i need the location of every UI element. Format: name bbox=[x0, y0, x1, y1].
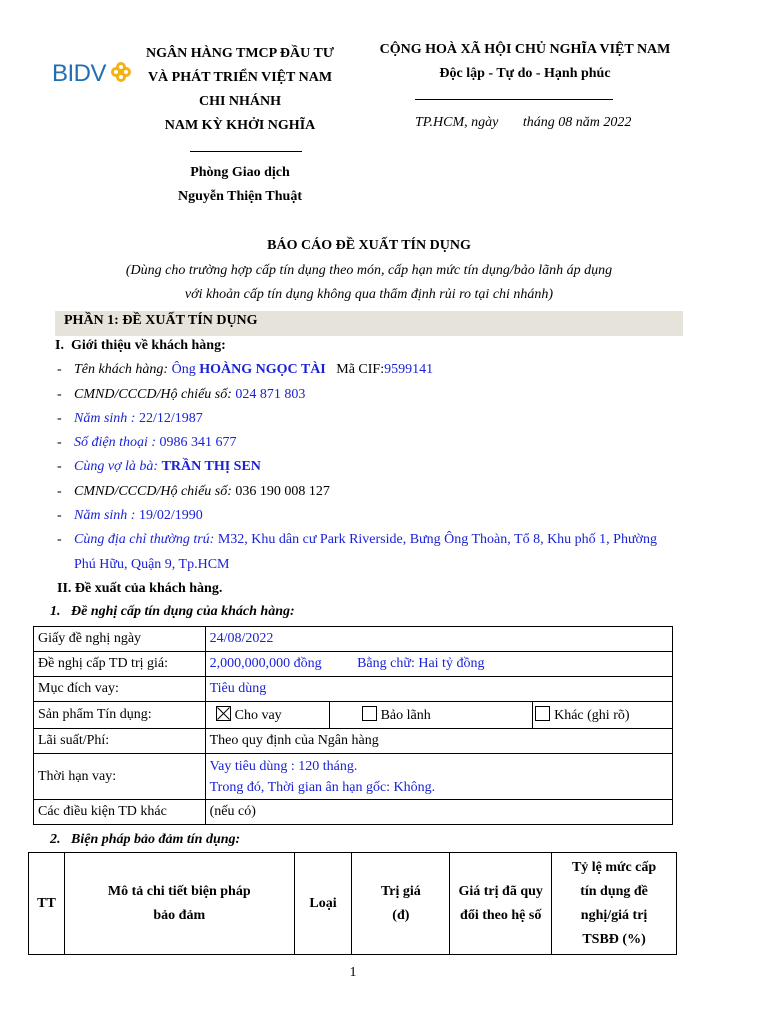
table-row bbox=[34, 677, 673, 702]
spouse-dob-row: - Năm sinh : 19/02/1990 bbox=[57, 508, 203, 523]
credit-amount-words: Bằng chữ: Hai tỷ đồng bbox=[329, 652, 672, 677]
loan-purpose-value: Tiêu dùng bbox=[205, 677, 672, 702]
customer-phone-label: Số điện thoại : bbox=[74, 435, 157, 450]
office-line-2: Nguyễn Thiện Thuật bbox=[178, 189, 302, 204]
report-subtitle-1: (Dùng cho trường hợp cấp tín dụng theo món, cấp hạn mức tín dụng/bảo lãnh áp dụng bbox=[125, 263, 613, 278]
col-description-line-2: bảo đảm bbox=[153, 907, 206, 923]
col-value-line-2: (đ) bbox=[392, 907, 410, 923]
bidv-logo bbox=[52, 60, 132, 90]
option-other[interactable] bbox=[533, 702, 673, 729]
right-header-divider bbox=[415, 99, 613, 100]
table-row bbox=[34, 754, 673, 800]
col-ratio-header bbox=[552, 853, 677, 955]
customer-dob-row: - Năm sinh : 22/12/1987 bbox=[57, 411, 203, 426]
credit-request-table bbox=[33, 626, 673, 825]
spouse-dob-label: Năm sinh : bbox=[74, 508, 136, 523]
spouse-dob-value: 19/02/1990 bbox=[138, 508, 203, 523]
table-row bbox=[34, 800, 673, 825]
customer-name-title: Ông bbox=[171, 362, 196, 377]
report-subtitle-2: với khoản cấp tín dụng không qua thẩm định rủi ro tại chi nhánh) bbox=[184, 287, 554, 302]
other-conditions-label: Các điều kiện TD khác bbox=[34, 800, 206, 825]
checkbox-icon[interactable] bbox=[362, 706, 377, 721]
option-other-label: Khác (ghi rõ) bbox=[554, 708, 630, 723]
cif-label: Mã CIF: bbox=[336, 362, 385, 377]
date-line: TP.HCM, ngày tháng 08 năm 2022 bbox=[415, 115, 632, 130]
col-ratio-line-4: TSBĐ (%) bbox=[582, 931, 646, 947]
col-value-header bbox=[352, 853, 450, 955]
branch-office-block bbox=[130, 161, 350, 209]
col-ratio-line-3: nghị/giá trị bbox=[580, 907, 648, 923]
address-value-2: Phú Hữu, Quận 9, Tp.HCM bbox=[74, 557, 230, 572]
spouse-id-value: 036 190 008 127 bbox=[235, 484, 330, 499]
customer-phone-row: - Số điện thoại : 0986 341 677 bbox=[57, 435, 237, 450]
credit-product-label: Sản phẩm Tín dụng: bbox=[34, 702, 206, 729]
col-description-line-1: Mô tả chi tiết biện pháp bbox=[107, 883, 251, 899]
col-converted-header bbox=[450, 853, 552, 955]
option-guarantee-label: Bảo lãnh bbox=[380, 708, 431, 723]
address-label: Cùng địa chỉ thường trú: bbox=[74, 532, 215, 547]
customer-id-value: 024 871 803 bbox=[235, 387, 306, 402]
national-motto: Độc lập - Tự do - Hạnh phúc bbox=[439, 66, 611, 81]
bank-line-1: NGÂN HÀNG TMCP ĐẦU TƯ bbox=[146, 46, 334, 61]
part1-heading: PHẦN 1: ĐỀ XUẤT TÍN DỤNG bbox=[64, 313, 258, 328]
spouse-name-value: TRẦN THỊ SEN bbox=[161, 459, 261, 474]
customer-phone-value: 0986 341 677 bbox=[159, 435, 237, 450]
bank-name-block bbox=[130, 42, 350, 138]
spouse-name-row: - Cùng vợ là bà: TRẦN THỊ SEN bbox=[57, 459, 261, 474]
interest-label: Lãi suất/Phí: bbox=[34, 729, 206, 754]
country-name: CỘNG HOÀ XÃ HỘI CHỦ NGHĨA VIỆT NAM bbox=[379, 42, 671, 57]
request-date-value: 24/08/2022 bbox=[205, 627, 672, 652]
table-row bbox=[34, 702, 673, 729]
customer-dob-label: Năm sinh : bbox=[74, 411, 136, 426]
customer-id-row: - CMND/CCCD/Hộ chiếu số: 024 871 803 bbox=[57, 387, 306, 402]
loan-term-line-1: Vay tiêu dùng : 120 tháng. bbox=[209, 758, 358, 774]
bank-line-4: NAM KỲ KHỞI NGHĨA bbox=[164, 118, 316, 133]
request-heading: 1. Đề nghị cấp tín dụng của khách hàng: bbox=[50, 604, 295, 619]
loan-term-label: Thời hạn vay: bbox=[34, 754, 206, 800]
address-row: - Cùng địa chỉ thường trú: M32, Khu dân cư Park Riverside, Bưng Ông Thoàn, Tổ 8, Khu phố 1, Phường bbox=[57, 532, 657, 547]
spouse-id-row: - CMND/CCCD/Hộ chiếu số: 036 190 008 127 bbox=[57, 484, 330, 499]
collateral-heading: 2. Biện pháp bảo đảm tín dụng: bbox=[50, 832, 241, 847]
office-line-1: Phòng Giao dịch bbox=[190, 165, 290, 180]
spouse-label: Cùng vợ là bà: bbox=[74, 459, 159, 474]
loan-term-value bbox=[205, 754, 672, 800]
customer-dob-value: 22/12/1987 bbox=[138, 411, 203, 426]
col-type-header: Loại bbox=[294, 853, 352, 955]
table-row bbox=[34, 729, 673, 754]
address-value-1: M32, Khu dân cư Park Riverside, Bưng Ông Thoàn, Tổ 8, Khu phố 1, Phường bbox=[217, 532, 657, 547]
customer-name-label: Tên khách hàng: bbox=[74, 362, 169, 377]
col-ratio-line-1: Tỷ lệ mức cấp bbox=[571, 859, 657, 875]
option-loan-label: Cho vay bbox=[234, 708, 282, 723]
bank-line-2: VÀ PHÁT TRIỂN VIỆT NAM bbox=[147, 70, 333, 85]
intro-heading: I. Giới thiệu về khách hàng: bbox=[55, 338, 226, 353]
customer-id-label: CMND/CCCD/Hộ chiếu số: bbox=[74, 387, 232, 402]
proposal-heading: II. Đề xuất của khách hàng. bbox=[57, 581, 223, 596]
bank-line-3: CHI NHÁNH bbox=[198, 94, 282, 109]
credit-amount-value: 2,000,000,000 đồng bbox=[205, 652, 329, 677]
logo-flower-icon bbox=[111, 62, 131, 82]
col-ratio-line-2: tín dụng đề bbox=[580, 883, 648, 899]
logo-text: BIDV bbox=[52, 60, 107, 87]
customer-name-row: - Tên khách hàng: Ông HOÀNG NGỌC TÀI Mã CIF:9599141 bbox=[57, 362, 434, 377]
spouse-id-label: CMND/CCCD/Hộ chiếu số: bbox=[74, 484, 232, 499]
customer-name-value: HOÀNG NGỌC TÀI bbox=[199, 362, 326, 377]
option-loan[interactable] bbox=[205, 702, 329, 729]
cif-value: 9599141 bbox=[384, 362, 434, 377]
table-row bbox=[34, 652, 673, 677]
col-value-line-1: Trị giá bbox=[380, 883, 421, 899]
request-date-label: Giấy đề nghị ngày bbox=[34, 627, 206, 652]
report-title: BÁO CÁO ĐỀ XUẤT TÍN DỤNG bbox=[267, 238, 471, 253]
other-conditions-value: (nếu có) bbox=[205, 800, 672, 825]
credit-amount-label: Đề nghị cấp TD trị giá: bbox=[34, 652, 206, 677]
loan-purpose-label: Mục đích vay: bbox=[34, 677, 206, 702]
option-guarantee[interactable] bbox=[329, 702, 533, 729]
col-converted-line-1: Giá trị đã quy bbox=[458, 883, 543, 899]
table-row bbox=[29, 853, 677, 955]
col-tt-header: TT bbox=[29, 853, 65, 955]
left-header-divider bbox=[190, 151, 302, 152]
collateral-table bbox=[28, 852, 677, 955]
loan-term-line-2: Trong đó, Thời gian ân hạn gốc: Không. bbox=[209, 779, 436, 795]
checkbox-icon[interactable] bbox=[535, 706, 550, 721]
checkbox-checked-icon[interactable] bbox=[216, 706, 231, 721]
col-description-header bbox=[64, 853, 294, 955]
table-row bbox=[34, 627, 673, 652]
col-converted-line-2: đổi theo hệ số bbox=[460, 907, 542, 923]
interest-value: Theo quy định của Ngân hàng bbox=[205, 729, 672, 754]
page-number: 1 bbox=[349, 965, 357, 980]
